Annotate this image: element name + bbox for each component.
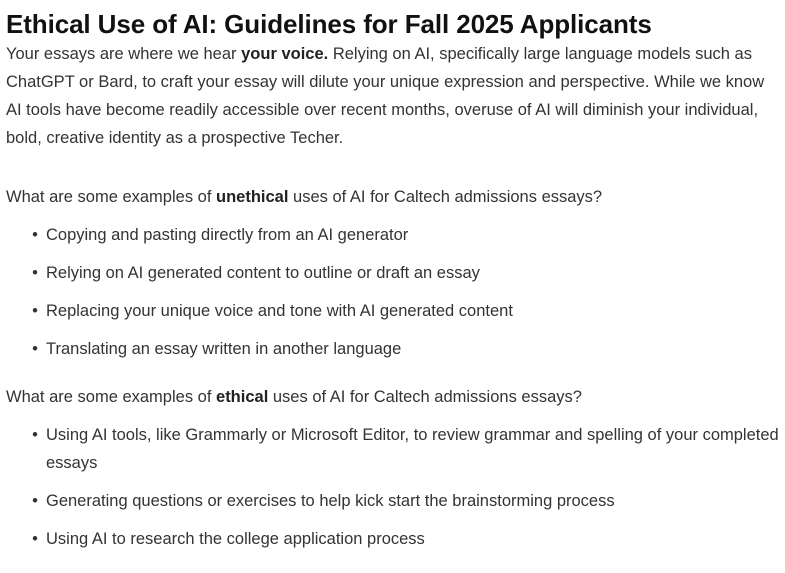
bullet-icon: • (32, 492, 38, 510)
list-item-text: Replacing your unique voice and tone with AI generated content (46, 302, 513, 320)
bullet-icon: • (32, 226, 38, 244)
bullet-icon: • (32, 264, 38, 282)
unethical-list (6, 221, 779, 363)
list-item-text: Relying on AI generated content to outline or draft an essay (46, 264, 480, 282)
unethical-question-emphasis: unethical (216, 188, 289, 206)
list-item-text: Copying and pasting directly from an AI generator (46, 226, 409, 244)
list-item-text: Generating questions or exercises to help kick start the brainstorming process (46, 492, 615, 510)
ethical-question (6, 383, 779, 411)
intro-emphasis: your voice. (241, 45, 329, 63)
bullet-icon: • (32, 426, 38, 444)
ethical-question-emphasis: ethical (216, 388, 269, 406)
list-item (32, 221, 779, 249)
unethical-question (6, 183, 779, 211)
list-item (32, 487, 779, 515)
list-item (32, 259, 779, 287)
ethical-question-lead: What are some examples of (6, 388, 217, 406)
list-item (32, 421, 779, 477)
ethical-question-rest: uses of AI for Caltech admissions essays? (268, 388, 582, 406)
ethical-list (6, 421, 779, 553)
intro-rest: Relying on AI, specifically large language models such as ChatGPT or Bard, to craft your essay will dilute your unique expression and perspective. While we know AI tools have become readily accessible over recent months, overuse of AI will diminish your individual, bold, creative identity as a prospective Techer. (6, 45, 765, 147)
list-item-text: Translating an essay written in another language (46, 340, 402, 358)
list-item-text: Using AI tools, like Grammarly or Microsoft Editor, to review grammar and spelling of your completed essays (46, 426, 779, 472)
bullet-icon: • (32, 302, 38, 320)
unethical-question-lead: What are some examples of (6, 188, 217, 206)
list-item (32, 297, 779, 325)
bullet-icon: • (32, 340, 38, 358)
bullet-icon: • (32, 530, 38, 548)
list-item (32, 525, 779, 553)
intro-lead: Your essays are where we hear (6, 45, 242, 63)
list-item-text: Using AI to research the college application process (46, 530, 425, 548)
intro-paragraph (6, 40, 779, 152)
unethical-question-rest: uses of AI for Caltech admissions essays? (288, 188, 603, 206)
page-title: Ethical Use of AI: Guidelines for Fall 2025 Applicants (6, 9, 652, 39)
list-item (32, 335, 779, 363)
